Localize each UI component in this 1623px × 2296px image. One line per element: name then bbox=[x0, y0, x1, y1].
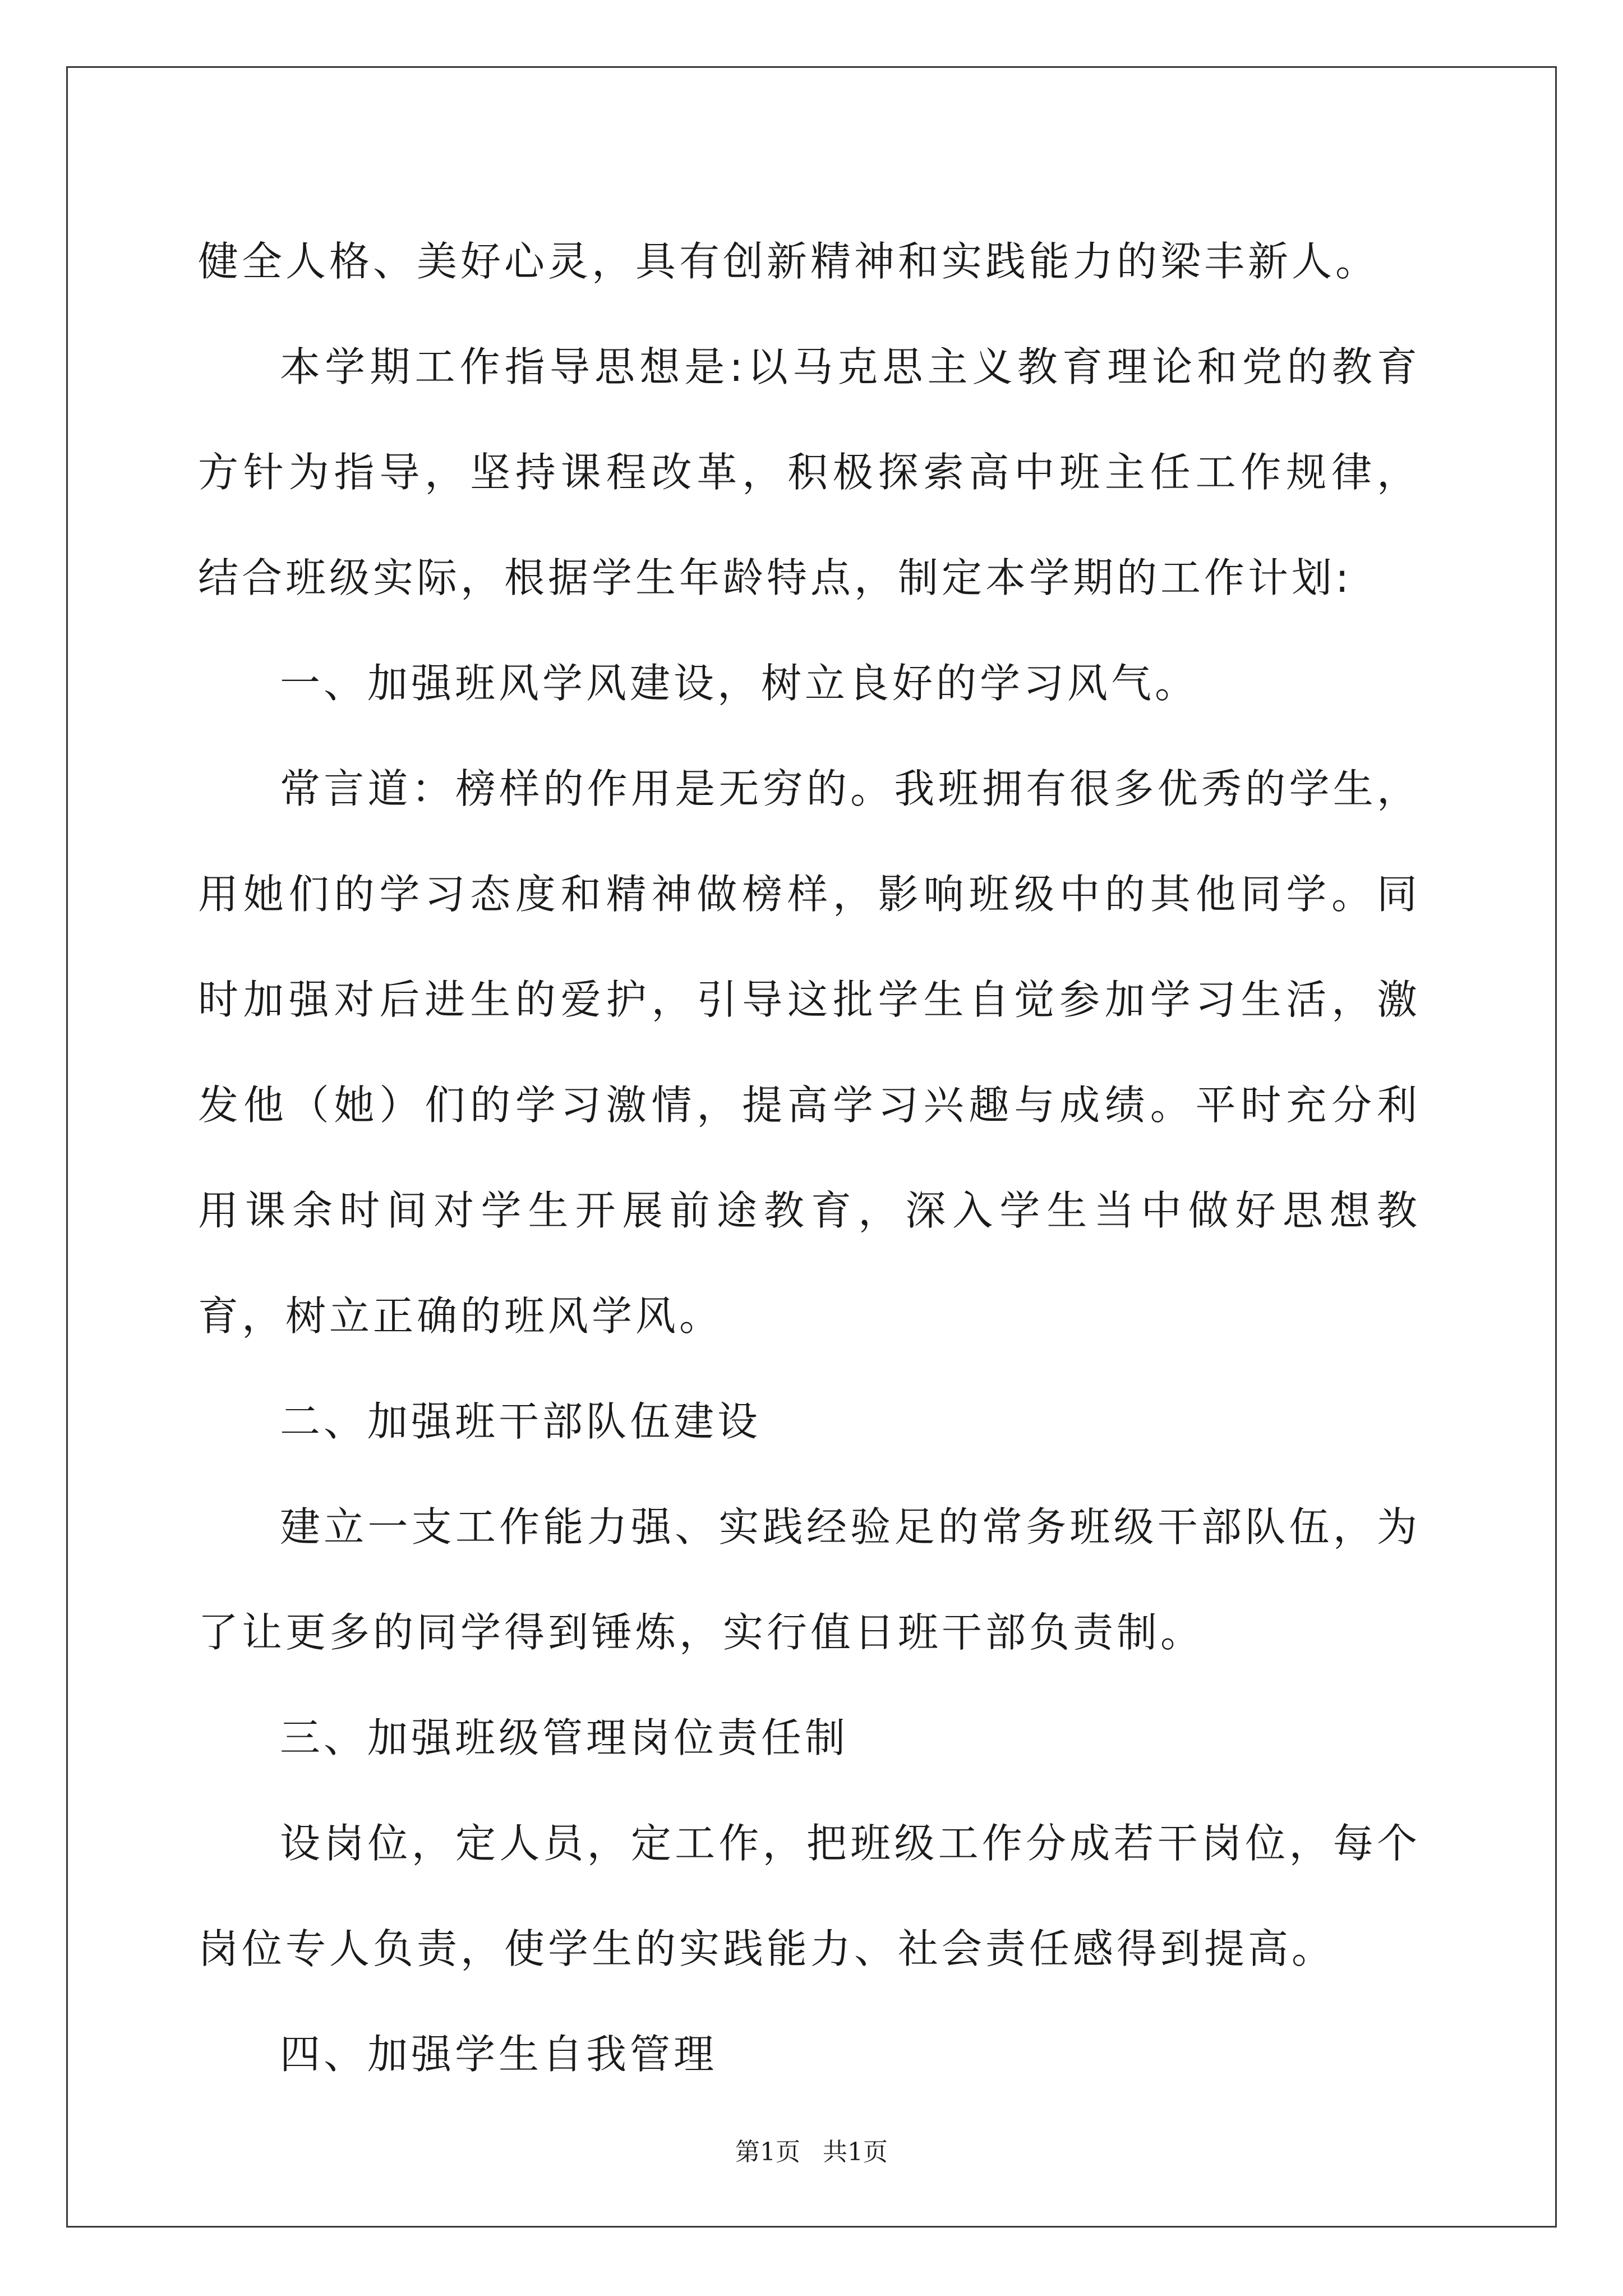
document-body bbox=[198, 209, 1421, 2107]
page-footer bbox=[0, 2132, 1623, 2168]
page-total: 共1页 bbox=[823, 2138, 888, 2166]
section-heading-4: 四、加强学生自我管理 bbox=[280, 2031, 718, 2078]
section-heading-3: 三、加强班级管理岗位责任制 bbox=[280, 1714, 849, 1761]
page-number: 第1页 bbox=[735, 2138, 800, 2166]
section-heading-2: 二、加强班干部队伍建设 bbox=[280, 1398, 762, 1445]
paragraph-3: 常言道：榜样的作用是无穷的。我班拥有很多优秀的学生，用她们的学习态度和精神做榜样，影响班级中的其他同学。同时加强对后进生的爱护，引导这批学生自觉参加学习生活，激发他（她）们的学习激情，提高学习兴趣与成绩。平时充分利用课余时间对学生开展前途教育，深入学生当中做好思想教育，树立正确的班风学风。 bbox=[198, 765, 1421, 1340]
paragraph-5: 设岗位，定人员，定工作，把班级工作分成若干岗位，每个岗位专人负责，使学生的实践能力、社会责任感得到提高。 bbox=[198, 1820, 1421, 1972]
paragraph-2: 本学期工作指导思想是:以马克思主义教育理论和党的教育方针为指导，坚持课程改革，积极探索高中班主任工作规律，结合班级实际，根据学生年龄特点，制定本学期的工作计划: bbox=[198, 343, 1421, 601]
paragraph-1: 健全人格、美好心灵，具有创新精神和实践能力的梁丰新人。 bbox=[198, 238, 1380, 285]
section-heading-1: 一、加强班风学风建设，树立良好的学习风气。 bbox=[280, 660, 1199, 707]
paragraph-4: 建立一支工作能力强、实践经验足的常务班级干部队伍，为了让更多的同学得到锤炼，实行值日班干部负责制。 bbox=[198, 1503, 1421, 1656]
